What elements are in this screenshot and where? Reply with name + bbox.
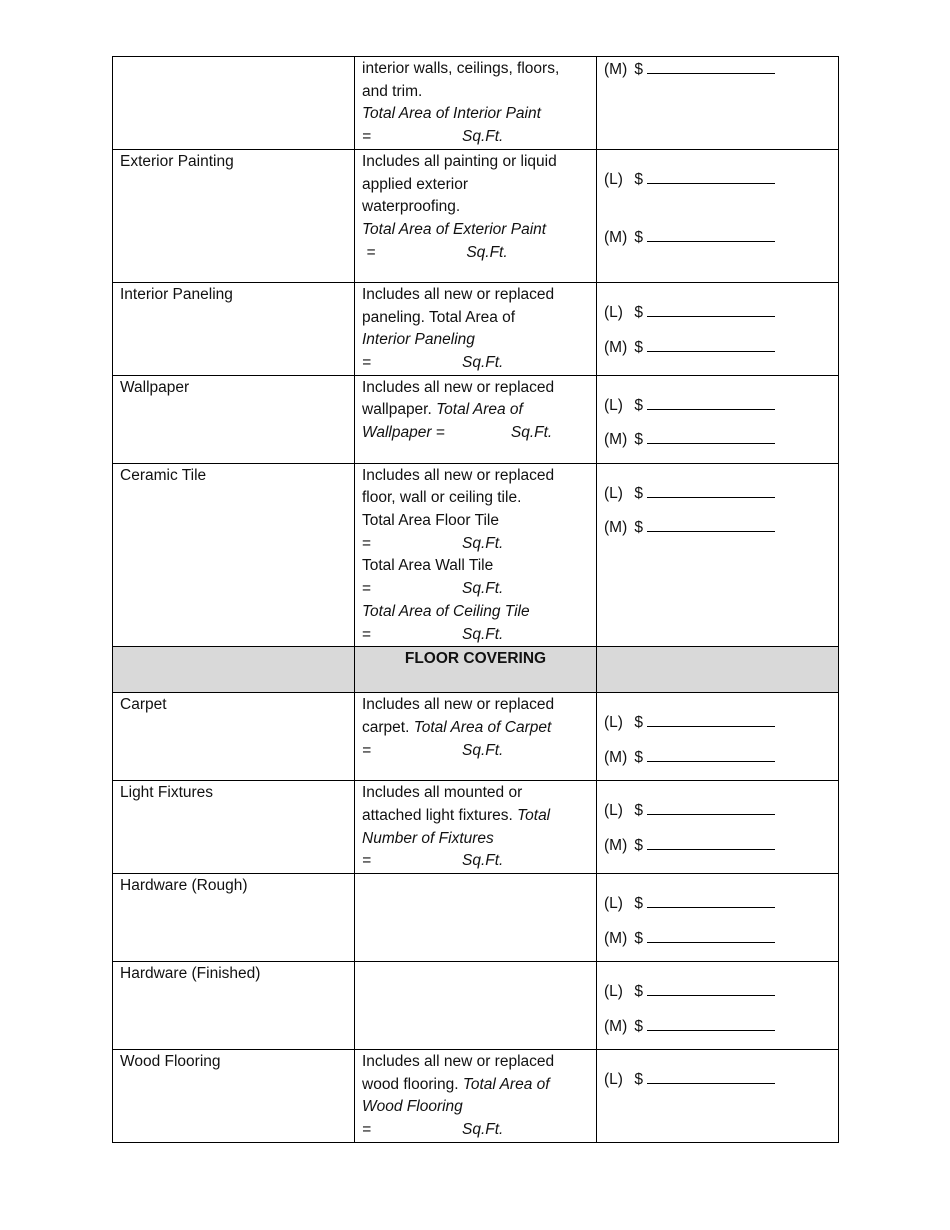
labor-cost-field[interactable]: (L) $ — [604, 1068, 831, 1092]
labor-cost-field[interactable]: (L) $ — [604, 892, 831, 916]
cost-cell — [597, 874, 839, 962]
table-row — [113, 693, 839, 781]
labor-cost-field[interactable]: (L) $ — [604, 980, 831, 1004]
material-cost-field[interactable]: (M) $ — [604, 746, 831, 770]
description-cell: Includes all mounted or attached light fixtures. Total Number of Fixtures = Sq.Ft. — [355, 781, 597, 874]
table-row — [113, 282, 839, 375]
cost-cell — [597, 463, 839, 647]
item-label: Hardware (Rough) — [113, 874, 355, 962]
item-label: Interior Paneling — [113, 282, 355, 375]
table-row — [113, 463, 839, 647]
labor-cost-field[interactable]: (L) $ — [604, 394, 831, 418]
labor-cost-field[interactable]: (L) $ — [604, 799, 831, 823]
cost-cell — [597, 375, 839, 463]
table-row — [113, 375, 839, 463]
table-row — [113, 781, 839, 874]
material-cost-field[interactable]: (M) $ — [604, 226, 831, 250]
cost-cell — [597, 282, 839, 375]
cost-cell — [597, 1050, 839, 1143]
description-cell: Includes all new or replaced paneling. Total Area of Interior Paneling = Sq.Ft. — [355, 282, 597, 375]
material-cost-field[interactable]: (M) $ — [604, 927, 831, 951]
item-cell — [113, 57, 355, 150]
item-label: Light Fixtures — [113, 781, 355, 874]
cost-cell — [597, 781, 839, 874]
cost-cell — [597, 149, 839, 282]
item-label: Ceramic Tile — [113, 463, 355, 647]
table-row — [113, 1050, 839, 1143]
cost-cell — [597, 693, 839, 781]
description-cell: interior walls, ceilings, floors, and trim. Total Area of Interior Paint = Sq.Ft. — [355, 57, 597, 150]
material-cost-field[interactable]: (M) $ — [604, 1015, 831, 1039]
description-cell — [355, 962, 597, 1050]
table-row — [113, 149, 839, 282]
cost-breakdown-table — [112, 56, 839, 1143]
material-cost-field[interactable]: (M) $ — [604, 428, 831, 452]
section-header-row — [113, 647, 839, 693]
table-row — [113, 962, 839, 1050]
description-cell: Includes all new or replaced wood flooring. Total Area of Wood Flooring = Sq.Ft. — [355, 1050, 597, 1143]
item-label: Exterior Painting — [113, 149, 355, 282]
item-label: Carpet — [113, 693, 355, 781]
description-cell: Includes all new or replaced wallpaper. Total Area of Wallpaper = Sq.Ft. — [355, 375, 597, 463]
table-row — [113, 57, 839, 150]
item-label: Wood Flooring — [113, 1050, 355, 1143]
cost-cell — [597, 57, 839, 150]
item-label: Wallpaper — [113, 375, 355, 463]
item-label: Hardware (Finished) — [113, 962, 355, 1050]
labor-cost-field[interactable]: (L) $ — [604, 168, 831, 192]
material-cost-field[interactable]: (M) $ — [604, 58, 831, 82]
material-cost-field[interactable]: (M) $ — [604, 516, 831, 540]
labor-cost-field[interactable]: (L) $ — [604, 711, 831, 735]
material-cost-field[interactable]: (M) $ — [604, 336, 831, 360]
description-cell — [355, 874, 597, 962]
labor-cost-field[interactable]: (L) $ — [604, 301, 831, 325]
cost-cell — [597, 962, 839, 1050]
labor-cost-field[interactable]: (L) $ — [604, 482, 831, 506]
description-cell: Includes all new or replaced floor, wall or ceiling tile. Total Area Floor Tile = Sq.Ft. Total Area Wall Tile = Sq.Ft. Total Area of Ceiling Tile = Sq.Ft. — [355, 463, 597, 647]
material-cost-field[interactable]: (M) $ — [604, 834, 831, 858]
table-row — [113, 874, 839, 962]
description-cell: Includes all painting or liquid applied exterior waterproofing. Total Area of Exterior Paint = Sq.Ft. — [355, 149, 597, 282]
section-title: FLOOR COVERING — [355, 647, 597, 693]
description-cell: Includes all new or replaced carpet. Total Area of Carpet = Sq.Ft. — [355, 693, 597, 781]
